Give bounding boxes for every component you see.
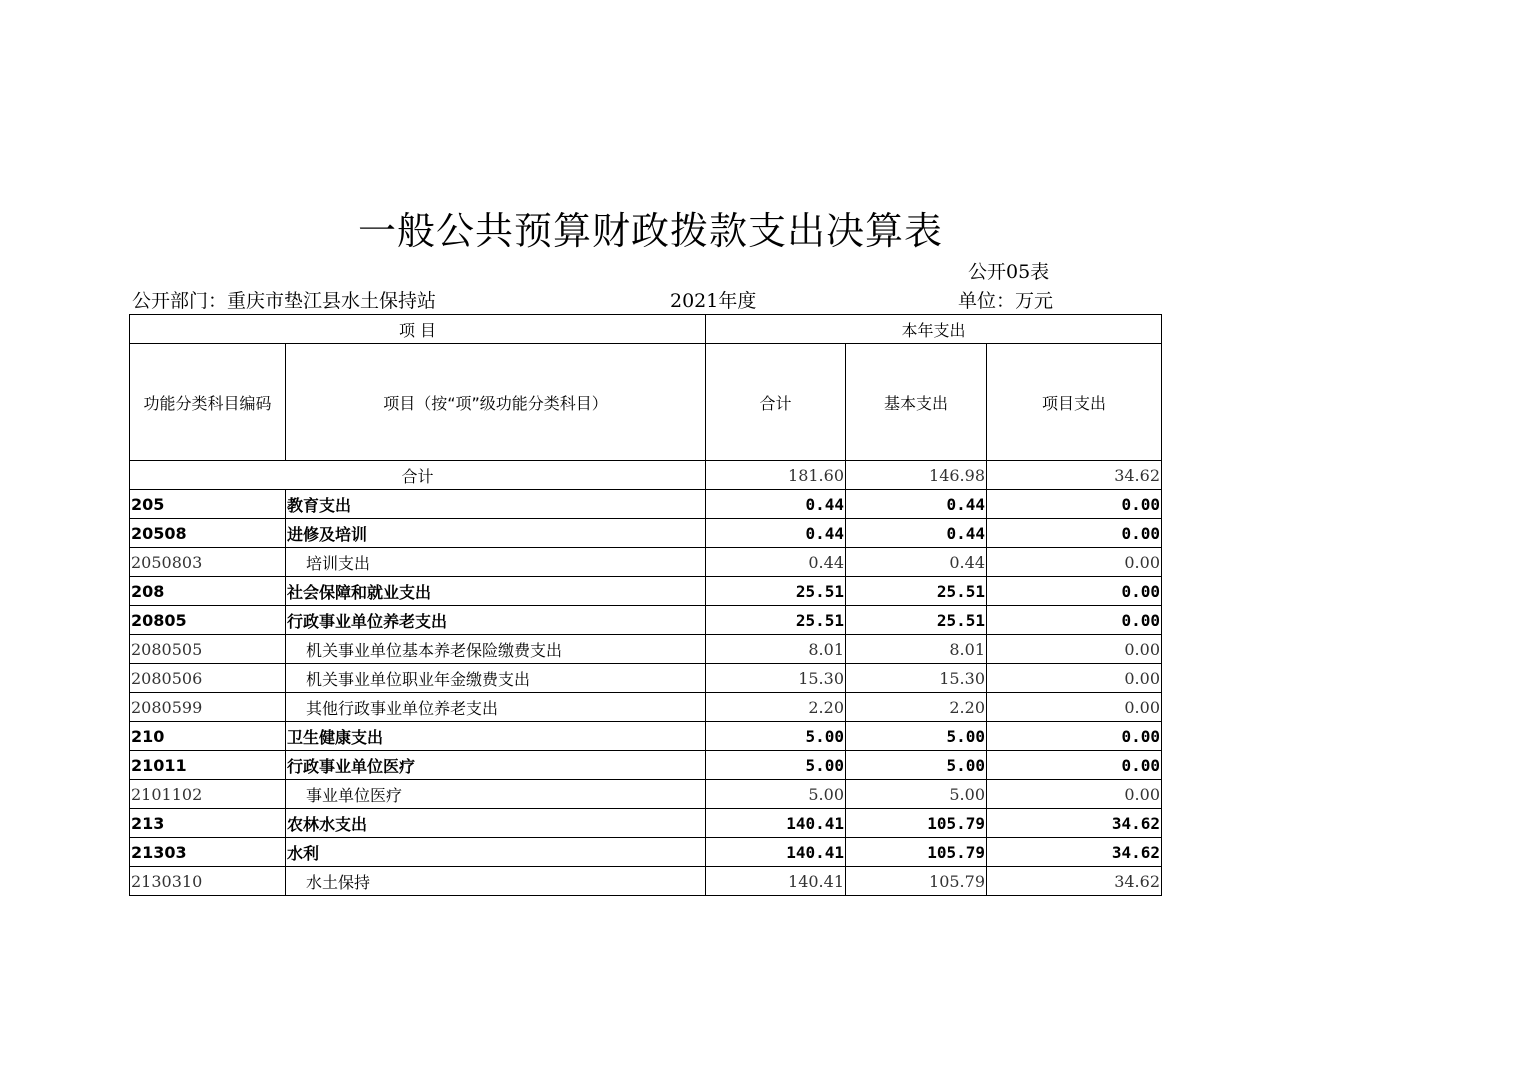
row-total: 2.20	[706, 693, 846, 722]
fiscal-year: 2021年度	[670, 290, 757, 312]
department: 公开部门：重庆市垫江县水土保持站	[132, 290, 437, 312]
table-row	[130, 635, 1162, 664]
row-code: 210	[130, 722, 286, 751]
row-basic: 15.30	[846, 664, 987, 693]
row-basic: 25.51	[846, 577, 987, 606]
row-code: 213	[130, 809, 286, 838]
row-total: 25.51	[706, 606, 846, 635]
row-project: 0.00	[987, 635, 1162, 664]
row-project: 0.00	[987, 722, 1162, 751]
table-row	[130, 548, 1162, 577]
total-sum: 181.60	[706, 461, 846, 490]
row-name: 行政事业单位医疗	[286, 751, 706, 780]
page-title: 一般公共预算财政拨款支出决算表	[358, 209, 944, 253]
row-name: 水土保持	[286, 867, 706, 896]
row-code: 2080505	[130, 635, 286, 664]
row-name: 卫生健康支出	[286, 722, 706, 751]
row-basic: 8.01	[846, 635, 987, 664]
row-total: 0.44	[706, 519, 846, 548]
row-total: 0.44	[706, 490, 846, 519]
header-row-columns	[130, 344, 1162, 461]
total-label: 合计	[130, 461, 706, 490]
currency-unit: 单位：万元	[958, 290, 1054, 312]
row-code: 2101102	[130, 780, 286, 809]
row-basic: 0.44	[846, 490, 987, 519]
row-name: 事业单位医疗	[286, 780, 706, 809]
row-code: 2050803	[130, 548, 286, 577]
row-total: 15.30	[706, 664, 846, 693]
table-row	[130, 519, 1162, 548]
row-basic: 5.00	[846, 780, 987, 809]
row-basic: 0.44	[846, 548, 987, 577]
row-project: 0.00	[987, 751, 1162, 780]
row-project: 34.62	[987, 838, 1162, 867]
row-basic: 0.44	[846, 519, 987, 548]
header-name: 项目（按“项”级功能分类科目）	[286, 344, 706, 461]
table-row	[130, 867, 1162, 896]
row-name: 行政事业单位养老支出	[286, 606, 706, 635]
row-total: 140.41	[706, 838, 846, 867]
row-name: 培训支出	[286, 548, 706, 577]
row-name: 机关事业单位职业年金缴费支出	[286, 664, 706, 693]
row-code: 208	[130, 577, 286, 606]
row-code: 205	[130, 490, 286, 519]
header-project-group: 项 目	[130, 315, 706, 344]
table-row	[130, 693, 1162, 722]
table-row	[130, 664, 1162, 693]
header-total: 合计	[706, 344, 846, 461]
table-row	[130, 722, 1162, 751]
row-code: 2130310	[130, 867, 286, 896]
row-name: 进修及培训	[286, 519, 706, 548]
row-basic: 105.79	[846, 838, 987, 867]
row-total: 0.44	[706, 548, 846, 577]
row-basic: 105.79	[846, 867, 987, 896]
row-total: 5.00	[706, 751, 846, 780]
row-code: 2080599	[130, 693, 286, 722]
row-total: 140.41	[706, 809, 846, 838]
row-code: 20508	[130, 519, 286, 548]
row-basic: 25.51	[846, 606, 987, 635]
row-project: 0.00	[987, 490, 1162, 519]
total-basic: 146.98	[846, 461, 987, 490]
row-project: 0.00	[987, 519, 1162, 548]
row-project: 0.00	[987, 577, 1162, 606]
total-row	[130, 461, 1162, 490]
total-project: 34.62	[987, 461, 1162, 490]
table-row	[130, 780, 1162, 809]
table-row	[130, 606, 1162, 635]
row-name: 其他行政事业单位养老支出	[286, 693, 706, 722]
row-name: 水利	[286, 838, 706, 867]
row-name: 机关事业单位基本养老保险缴费支出	[286, 635, 706, 664]
form-number: 公开05表	[968, 261, 1050, 283]
row-project: 0.00	[987, 780, 1162, 809]
table-row	[130, 751, 1162, 780]
header-basic: 基本支出	[846, 344, 987, 461]
row-project: 0.00	[987, 693, 1162, 722]
table-row	[130, 838, 1162, 867]
table-row	[130, 577, 1162, 606]
row-total: 5.00	[706, 780, 846, 809]
row-project: 34.62	[987, 867, 1162, 896]
row-basic: 5.00	[846, 722, 987, 751]
header-row-group	[130, 315, 1162, 344]
row-project: 0.00	[987, 664, 1162, 693]
row-total: 140.41	[706, 867, 846, 896]
header-code: 功能分类科目编码	[130, 344, 286, 461]
expenditure-table	[129, 314, 1162, 896]
row-project: 0.00	[987, 548, 1162, 577]
row-project: 0.00	[987, 606, 1162, 635]
table-row	[130, 490, 1162, 519]
header-expense-group: 本年支出	[706, 315, 1162, 344]
row-code: 2080506	[130, 664, 286, 693]
row-code: 21011	[130, 751, 286, 780]
table-row	[130, 809, 1162, 838]
row-name: 农林水支出	[286, 809, 706, 838]
row-total: 8.01	[706, 635, 846, 664]
row-total: 5.00	[706, 722, 846, 751]
row-basic: 2.20	[846, 693, 987, 722]
row-project: 34.62	[987, 809, 1162, 838]
row-total: 25.51	[706, 577, 846, 606]
row-basic: 5.00	[846, 751, 987, 780]
row-code: 20805	[130, 606, 286, 635]
header-project: 项目支出	[987, 344, 1162, 461]
row-name: 教育支出	[286, 490, 706, 519]
row-name: 社会保障和就业支出	[286, 577, 706, 606]
row-basic: 105.79	[846, 809, 987, 838]
row-code: 21303	[130, 838, 286, 867]
